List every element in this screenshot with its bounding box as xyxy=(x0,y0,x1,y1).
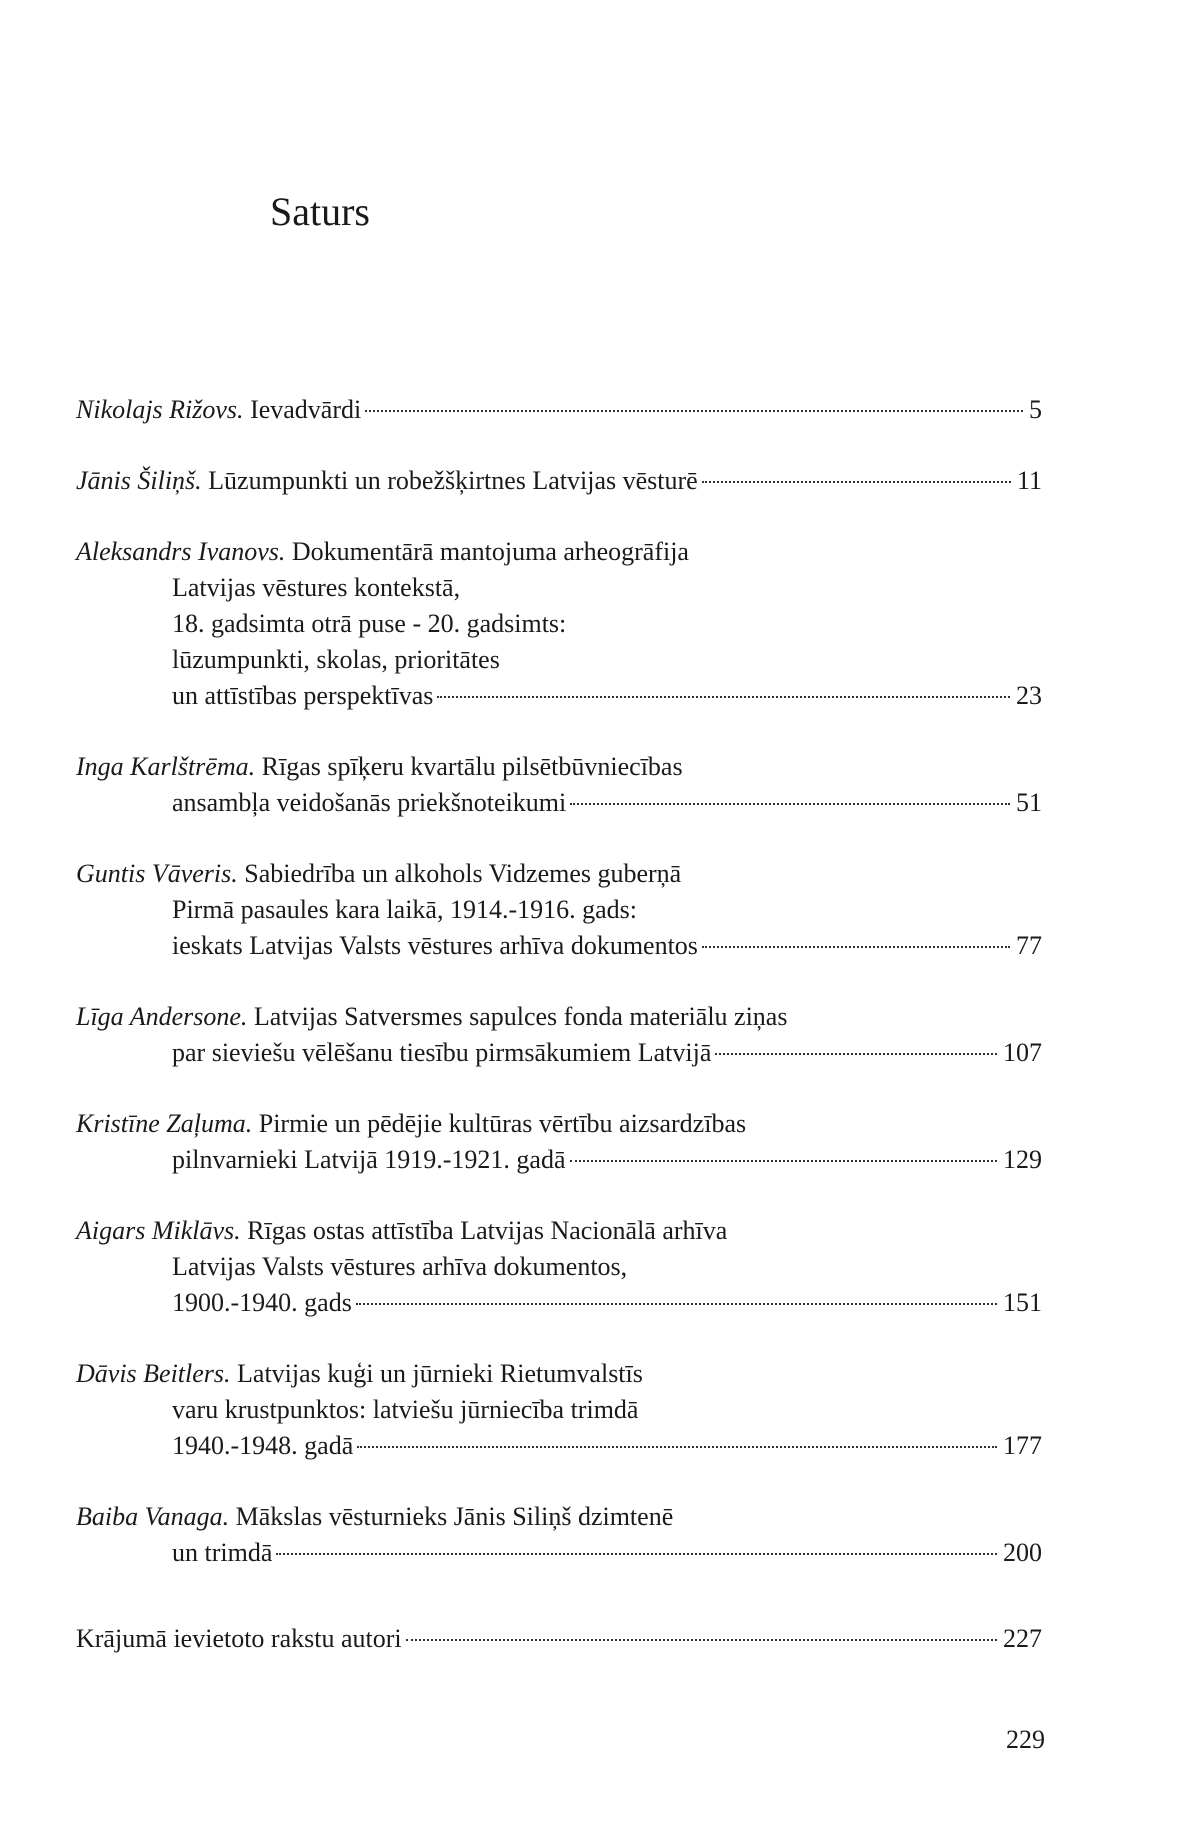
entry-title: lūzumpunkti, skolas, prioritātes xyxy=(172,645,500,674)
entry-page-number: 5 xyxy=(1029,395,1042,424)
entry-title: Pirmie un pēdējie kultūras vērtību aizsardzības xyxy=(258,1109,747,1138)
dot-leader xyxy=(356,1303,997,1305)
entry-page-number: 151 xyxy=(1003,1288,1042,1317)
toc-entry-line xyxy=(76,892,1042,928)
entry-title: pilnvarnieki Latvijā 1919.-1921. gadā xyxy=(172,1145,566,1174)
entry-page-number: 77 xyxy=(1016,931,1042,960)
page-number: 229 xyxy=(1006,1725,1045,1754)
toc-entry-line xyxy=(76,1428,1042,1464)
toc-entry xyxy=(76,1499,1042,1571)
entry-author: Kristīne Zaļuma. xyxy=(76,1109,259,1138)
entry-author: Inga Karlštrēma. xyxy=(76,752,262,781)
dot-leader xyxy=(715,1053,997,1055)
dot-leader xyxy=(570,803,1010,805)
toc-entry xyxy=(76,1106,1042,1178)
entry-title: par sieviešu vēlēšanu tiesību pirmsākumiem Latvijā xyxy=(172,1038,712,1067)
toc-entry-line xyxy=(76,678,1042,714)
entry-title: Latvijas Valsts vēstures arhīva dokumentos, xyxy=(172,1252,628,1281)
entry-title: un attīstības perspektīvas xyxy=(172,681,434,710)
entry-page-number: 107 xyxy=(1003,1038,1042,1067)
entry-author: Baiba Vanaga. xyxy=(76,1502,236,1531)
entry-page-number: 51 xyxy=(1016,788,1042,817)
toc-entry xyxy=(76,392,1042,428)
toc-entry-line xyxy=(76,1392,1042,1428)
toc-entry xyxy=(76,1213,1042,1321)
entry-title: Latvijas Satversmes sapulces fonda materiālu ziņas xyxy=(253,1002,788,1031)
toc-entry xyxy=(76,999,1042,1071)
entry-page-number: 227 xyxy=(1003,1624,1042,1653)
toc-entry-line xyxy=(76,749,1042,785)
toc-entry xyxy=(76,856,1042,964)
dot-leader xyxy=(406,1639,997,1641)
table-of-contents xyxy=(76,392,1042,1692)
toc-entry xyxy=(76,534,1042,714)
toc-entry xyxy=(76,463,1042,499)
entry-author: Dāvis Beitlers. xyxy=(76,1359,238,1388)
entry-title: ieskats Latvijas Valsts vēstures arhīva dokumentos xyxy=(172,931,698,960)
toc-entry-line xyxy=(76,1285,1042,1321)
dot-leader xyxy=(702,946,1010,948)
entry-page-number: 129 xyxy=(1003,1145,1042,1174)
entry-author: Aleksandrs Ivanovs. xyxy=(76,537,292,566)
toc-entry-line xyxy=(76,1621,1042,1657)
entry-title: Mākslas vēsturnieks Jānis Siliņš dzimtenē xyxy=(235,1502,674,1531)
toc-entry-line xyxy=(76,1142,1042,1178)
dot-leader xyxy=(437,696,1010,698)
entry-page-number: 177 xyxy=(1003,1431,1042,1460)
entry-author: Nikolajs Rižovs. xyxy=(76,395,251,424)
toc-entry-line xyxy=(76,1035,1042,1071)
toc-entry xyxy=(76,1356,1042,1464)
entry-title: un trimdā xyxy=(172,1538,273,1567)
toc-entry-line xyxy=(76,928,1042,964)
toc-entry xyxy=(76,1621,1042,1657)
toc-entry-line xyxy=(76,1356,1042,1392)
entry-title: varu krustpunktos: latviešu jūrniecība trimdā xyxy=(172,1395,639,1424)
toc-entry-line xyxy=(76,463,1042,499)
entry-title: 1900.-1940. gads xyxy=(172,1288,352,1317)
entry-page-number: 11 xyxy=(1016,466,1042,495)
entry-author: Aigars Miklāvs. xyxy=(76,1216,248,1245)
entry-page-number: 23 xyxy=(1016,681,1042,710)
entry-title: 1940.-1948. gadā xyxy=(172,1431,354,1460)
dot-leader xyxy=(357,1446,997,1448)
toc-entry xyxy=(76,749,1042,821)
dot-leader xyxy=(276,1553,997,1555)
entry-title: Rīgas ostas attīstība Latvijas Nacionālā arhīva xyxy=(247,1216,728,1245)
entry-title: Krājumā ievietoto rakstu autori xyxy=(76,1624,402,1653)
entry-title: Lūzumpunkti un robežšķirtnes Latvijas vēsturē xyxy=(208,466,698,495)
toc-entry-line xyxy=(76,1499,1042,1535)
toc-entry-line xyxy=(76,1213,1042,1249)
entry-author: Līga Andersone. xyxy=(76,1002,254,1031)
toc-entry-line xyxy=(76,1249,1042,1285)
dot-leader xyxy=(365,410,1023,412)
entry-page-number: 200 xyxy=(1003,1538,1042,1567)
toc-entry-line xyxy=(76,1106,1042,1142)
toc-entry-line xyxy=(76,1535,1042,1571)
entry-title: 18. gadsimta otrā puse - 20. gadsimts: xyxy=(172,609,567,638)
entry-author: Jānis Šiliņš. xyxy=(76,466,209,495)
toc-entry-line xyxy=(76,856,1042,892)
entry-title: ansambļa veidošanās priekšnoteikumi xyxy=(172,788,567,817)
dot-leader xyxy=(570,1160,997,1162)
toc-entry-line xyxy=(76,392,1042,428)
toc-entry-line xyxy=(76,642,1042,678)
entry-title: Pirmā pasaules kara laikā, 1914.-1916. gads: xyxy=(172,895,637,924)
toc-entry-line xyxy=(76,999,1042,1035)
entry-author: Guntis Vāveris. xyxy=(76,859,245,888)
page-title: Saturs xyxy=(270,189,370,234)
toc-entry-line xyxy=(76,534,1042,570)
toc-entry-line xyxy=(76,785,1042,821)
entry-title: Ievadvārdi xyxy=(250,395,362,424)
entry-title: Latvijas vēstures kontekstā, xyxy=(172,573,461,602)
entry-title: Rīgas spīķeru kvartālu pilsētbūvniecības xyxy=(261,752,683,781)
entry-title: Sabiedrība un alkohols Vidzemes guberņā xyxy=(244,859,682,888)
toc-entry-line xyxy=(76,606,1042,642)
entry-title: Latvijas kuģi un jūrnieki Rietumvalstīs xyxy=(237,1359,643,1388)
dot-leader xyxy=(702,481,1011,483)
entry-title: Dokumentārā mantojuma arheogrāfija xyxy=(291,537,689,566)
toc-entry-line xyxy=(76,570,1042,606)
